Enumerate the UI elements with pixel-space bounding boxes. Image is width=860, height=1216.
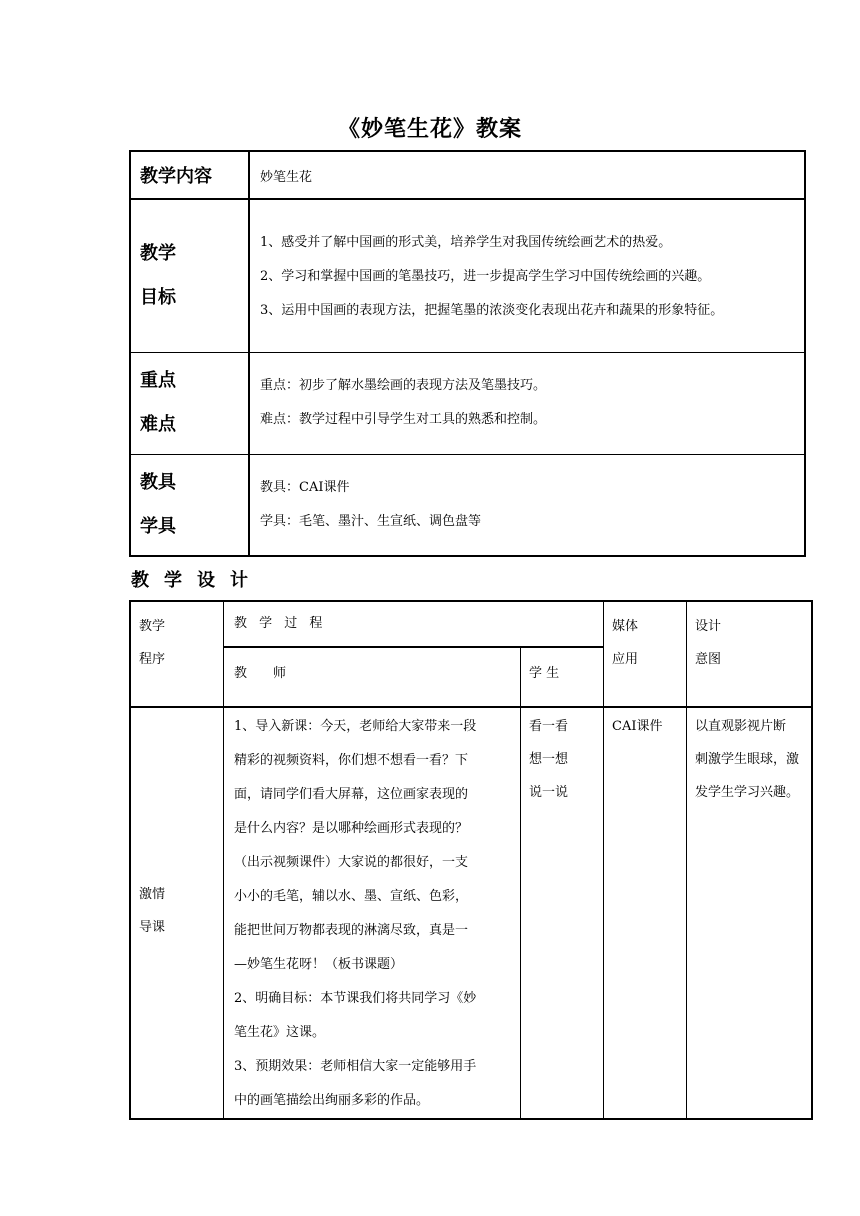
student-tools: 学具：毛笔、墨汁、生宣纸、调色盘等 xyxy=(260,514,482,529)
table-row xyxy=(130,199,805,353)
lesson-info-table xyxy=(129,150,806,557)
objective-item: 3、运用中国画的表现方法，把握笔墨的浓淡变化表现出花卉和蔬果的形象特征。 xyxy=(260,303,724,318)
teaching-tools: 教具：CAI课件 xyxy=(260,480,350,495)
table-header-row xyxy=(130,601,812,647)
student-activity-cell: 看一看 想一想 说一说 xyxy=(521,707,604,1119)
table-row xyxy=(130,353,805,455)
objectives-cell xyxy=(249,199,805,353)
lesson-design-table xyxy=(129,600,813,1120)
document-title: 《妙笔生花》教案 xyxy=(337,116,522,142)
objective-item: 2、学习和掌握中国画的笔墨技巧，进一步提高学生学习中国传统绘画的兴趣。 xyxy=(260,269,711,284)
table-row xyxy=(130,455,805,557)
content-value: 妙笔生花 xyxy=(249,151,805,199)
process-header: 教 学 过 程 xyxy=(224,601,604,647)
student-header: 学 生 xyxy=(521,647,604,707)
key-point: 重点：初步了解水墨绘画的表现方法及笔墨技巧。 xyxy=(260,378,547,393)
media-header: 媒体 应用 xyxy=(604,601,687,707)
tools-cell xyxy=(249,455,805,557)
difficulty-point: 难点：教学过程中引导学生对工具的熟悉和控制。 xyxy=(260,412,547,427)
section-title: 教学设计 xyxy=(131,570,263,591)
key-points-label: 重点 难点 xyxy=(130,353,249,455)
intent-header: 设计 意图 xyxy=(687,601,813,707)
intent-cell: 以直观影视片断 刺激学生眼球，激 发学生学习兴趣。 xyxy=(687,707,813,1119)
procedure-cell: 激情 导课 xyxy=(130,707,224,1119)
objective-item: 1、感受并了解中国画的形式美，培养学生对我国传统绘画艺术的热爱。 xyxy=(260,235,672,250)
content-label: 教学内容 xyxy=(130,151,249,199)
objective-label: 教学 目标 xyxy=(130,199,249,353)
media-cell: CAI课件 xyxy=(604,707,687,1119)
table-row xyxy=(130,151,805,199)
tools-label: 教具 学具 xyxy=(130,455,249,557)
teacher-activity-cell: 1、导入新课：今天，老师给大家带来一段 精彩的视频资料，你们想不想看一看？下 面，请同学们看大屏幕，这位画家表现的 是什么内容？是以哪种绘画形式表现的？ （出示视频课件）大家说的都很好，一支 小小的毛笔，辅以水、墨、宣纸、色彩， 能把世间万物都表现的淋漓尽致，真是一 —妙笔生花呀！（板书课题） 2、明确目标：本节课我们将共同学习《妙 笔生花》这课。 3、预期效果：老师相信大家一定能够用手 中的画笔描绘出绚丽多彩的作品。 xyxy=(224,707,521,1119)
teacher-header: 教 师 xyxy=(224,647,521,707)
table-row xyxy=(130,707,812,1119)
key-points-cell xyxy=(249,353,805,455)
procedure-header: 教学 程序 xyxy=(130,601,224,707)
